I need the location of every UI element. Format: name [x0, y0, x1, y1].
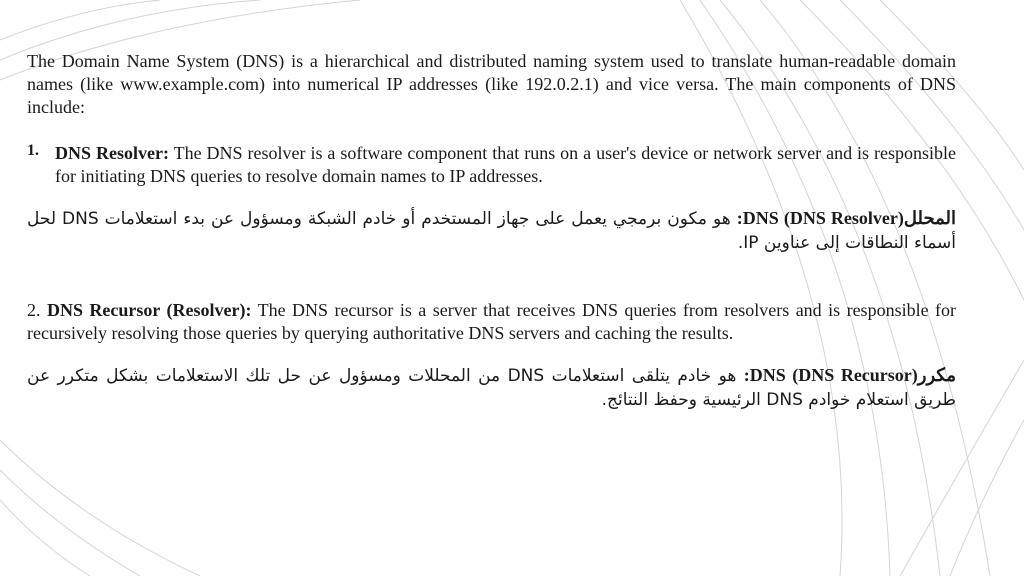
list-item-text	[55, 142, 956, 188]
arabic-term-label: مكررDNS (DNS Recursor):	[743, 365, 957, 385]
term-description: The DNS resolver is a software component that runs on a user's device or network server and is responsible for initiating DNS queries to resolve domain names to IP addresses.	[55, 143, 957, 186]
arabic-term-label: المحللDNS (DNS Resolver):	[736, 208, 957, 228]
term-label: DNS Recursor (Resolver):	[46, 300, 252, 320]
term-description: The DNS recursor is a server that receives DNS queries from resolvers and is responsible for recursively resolving those queries by querying authoritative DNS servers and caching the results.	[27, 300, 956, 343]
arabic-term-description: هو خادم يتلقى استعلامات DNS من المحللات ومسؤول عن حل تلك الاستعلامات بشكل متكرر عن طريق استعلام خوادم DNS الرئيسية وحفظ النتائج.	[27, 366, 956, 410]
term-label: DNS Resolver:	[55, 143, 169, 163]
list-number: 1.	[27, 142, 39, 159]
list-number: 2.	[27, 300, 41, 320]
document-body	[27, 50, 956, 412]
arabic-paragraph-recursor	[27, 363, 956, 412]
intro-paragraph: The Domain Name System (DNS) is a hierarchical and distributed naming system used to translate human-readable domain names (like www.example.com) into numerical IP addresses (like 192.0.2.1) and vice versa. The main components of DNS include:	[27, 51, 956, 117]
arabic-term-description: هو مكون برمجي يعمل على جهاز المستخدم أو خادم الشبكة ومسؤول عن بدء استعلامات DNS لحل أسماء النطاقات إلى عناوين IP.	[27, 209, 956, 253]
list-item-dns-resolver	[27, 142, 956, 188]
list-item-dns-recursor	[27, 299, 956, 345]
arabic-paragraph-resolver	[27, 206, 956, 255]
